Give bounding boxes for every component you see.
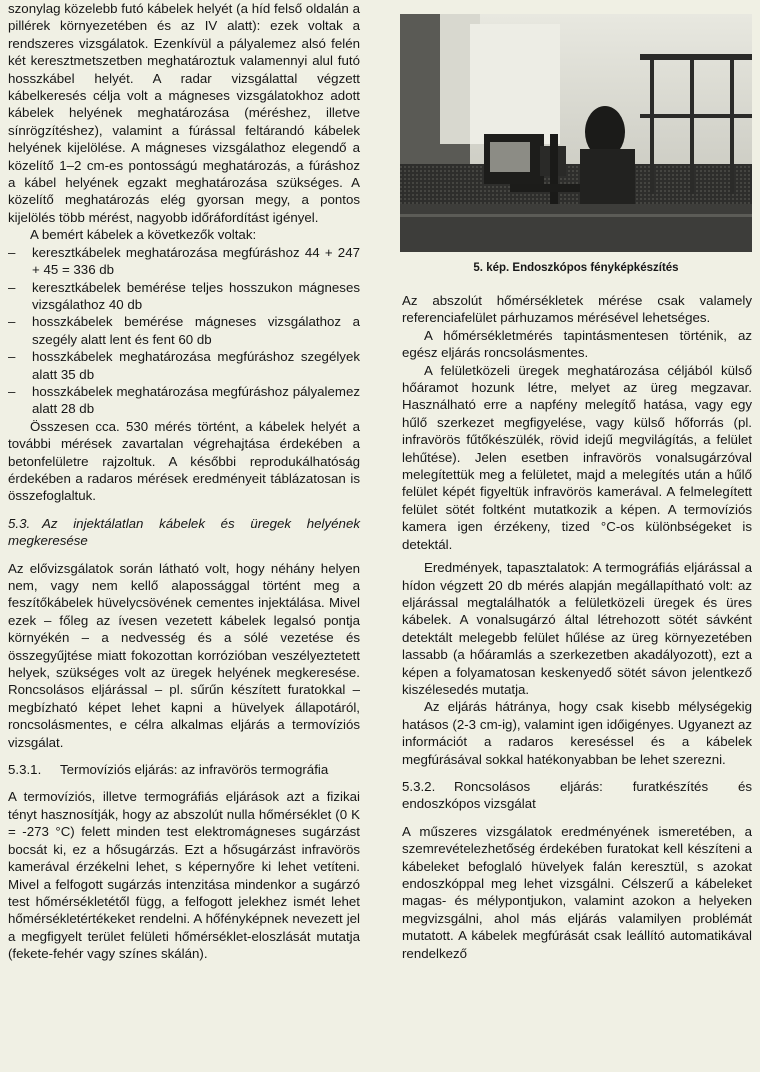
- paragraph: Az eljárás hátránya, hogy csak kisebb mélységekig hatásos (2-3 cm-ig), valamint igen időigényes. Ugyanezt az információt a radaros kereséssel és a kábelek megfúrásával sokkal hatékonyabban be lehet szerezni.: [402, 699, 752, 767]
- paragraph: A felületközeli üregek meghatározása céljából külső hőáramot hozunk létre, melyet az üreg megzavar. Használható erre a napfény melegítő hatása, vagy egy hűlő szerkezet megfigyelése, vagy külső hőforrás (pl. infravörös fűtőkészülék, rövid idejű megvilágítás, a felület lehűtése). Jelen esetben infravörös vonalsugárzóval melegítettük meg a felületet, majd a melegítés után a hűlő felület képét figyeltük infravörös kamerával. A felmelegített felület sötét foltként mutatkozik a képen. A termovíziós kamera igen érzékeny, tized °C-os különbségeket is detektál.: [402, 362, 752, 552]
- section-title: Roncsolásos eljárás: furatkészítés és endoszkópos vizsgálat: [402, 778, 752, 812]
- right-column: [402, 292, 752, 962]
- photo-image: [400, 14, 752, 252]
- section-number: 5.3.1.: [8, 762, 42, 778]
- list-dash: –: [8, 349, 16, 365]
- list-item: – hosszkábelek meghatározása megfúráshoz szegélyek alatt 35 db: [8, 349, 360, 382]
- cable-list: [8, 244, 360, 418]
- paragraph: A termovíziós, illetve termográfiás eljárások azt a fizikai tényt hasznosítják, hogy az abszolút nulla hőmérséklet (0 K = -273 °C) felett minden test elektromágneses sugárzást bocsát ki, ez a hősugárzás. Ezt a hősugárzást infravörös kamerával érzékelni lehet, s képernyőre ki lehet vetíteni. Mivel a felfogott sugárzás intenzitása mindenkor a sugárzó test hőmérsékletétől függ, a felfogott jelekhez ismét lehet hőmérsékletértékeket rendelni. A hőfényképnek nevezett jel a megfigyelt terület felületi hőmérséklet-eloszlását mutatja (fekete-fehér vagy színes skálán).: [8, 789, 360, 962]
- list-item: – keresztkábelek meghatározása megfúráshoz 44 + 247 + 45 = 336 db: [8, 244, 360, 278]
- section-title: Az injektálatlan kábelek és üregek helyének megkeresése: [8, 515, 360, 549]
- section-heading-5-3: [8, 515, 360, 550]
- list-dash: –: [8, 383, 16, 399]
- paragraph: A műszeres vizsgálatok eredményének ismeretében, a szemrevételezhetőség érdekében furatokat kell készíteni a kábeleket befoglaló hüvelyek falán keresztül, s azokat endoszkóppal meg lehet vizsgálni. Célszerű a kábeleket magas- és mélypontjukon, valamint azokon a helyeken megvizsgálni, ahol más eljárás valamilyen problémát mutatott. A kábelek megfúrását csak leállító automatikával rendelkező: [402, 823, 752, 961]
- section-number: 5.3.: [8, 515, 31, 531]
- list-dash: –: [8, 314, 16, 330]
- section-title: Termovíziós eljárás: az infravörös termográfia: [60, 762, 329, 778]
- list-item: – keresztkábelek bemérése teljes hosszukon mágneses vizsgálathoz 40 db: [8, 279, 360, 312]
- list-dash: –: [8, 244, 16, 260]
- list-dash: –: [8, 279, 16, 295]
- paragraph: Összesen cca. 530 mérés történt, a kábelek helyét a további mérések zavartalan végrehajtása érdekében a betonfelületre rajzoltuk. A későbbi reprodukálhatóság érdekében a radaros mérések eredményeit táblázatosan is összefoglaltuk.: [8, 418, 360, 504]
- list-item: – hosszkábelek meghatározása megfúráshoz pályalemez alatt 28 db: [8, 383, 360, 417]
- paragraph: Az elővizsgálatok során látható volt, hogy néhány helyen nem, vagy nem kellő alapossággal történt meg a feszítőkábelek hüvelycsövének cementes injektálása. Mivel ezek – főleg az ívesen vezetett kábelek legalsó pontja környékén – a nedvesség és a sólé vezetése és összegyűjtése miatt fokozottan korrózióban veszélyeztetett helyek, szükséges volt az üregek helyének megkeresése. Roncsolásos eljárással – pl. sűrűn készített furatokkal – megbízható képet lehet kapni a hüvelyek állapotáról, roncsolásmentes, e célra alkalmas eljárás a termovíziós vizsgálat.: [8, 560, 360, 750]
- paragraph: A bemért kábelek a következők voltak:: [30, 227, 257, 243]
- paragraph: szonylag közelebb futó kábelek helyét (a híd felső oldalán a pillérek környezetében és az IV alatt): ezek voltak a rendszeres vizsgálatok. Ezenkívül a pályalemez alsó felén két keresztmetszetben meghatároztuk valamennyi alul futó hosszkábel helyét. A radar vizsgálattal végzett kábelkeresés célja volt a mágneses vizsgálatokhoz adott kábelek helyének meghatározása (méréshez, illetve sínrögzítéshez), valamint a fúrással feltárandó kábelek helyének kijelölése. A mágneses vizsgálathoz elegendő a közelítő 1–2 cm-es pontosságú meghatározás, a fúráshoz a kábel helyének egzakt meghatározása szükséges. A közelítő meghatározás elég gyorsan megy, a pontos kijelölés több mérést, nagyobb időráfordítást igényel.: [8, 1, 360, 225]
- figure-caption: 5. kép. Endoszkópos fényképkészítés: [473, 262, 679, 274]
- endoscope-photo: [400, 14, 752, 252]
- section-heading-5-3-2: [402, 778, 752, 813]
- paragraph: Eredmények, tapasztalatok: A termográfiás eljárással a hídon végzett 20 db mérés alapján megállapítható volt: az eljárással megtalálhatók a felületközeli üregek és üres kábelek. A vonalsugárzó által létrehozott sötét sávként detektált melegebb felület hűlése az üreg környezetében lassabb (a hőáramlás a szerkezetben akadályozott), ezt a képen a folyamatosan keskenyedő sötét sávon jelentkező kiszélesedés mutatja.: [402, 560, 752, 697]
- paragraph: Az abszolút hőmérsékletek mérése csak valamely referenciafelület párhuzamos mérésével lehetséges.: [402, 293, 752, 326]
- paragraph: A hőmérsékletmérés tapintásmentesen történik, az egész eljárás roncsolásmentes.: [402, 327, 752, 361]
- section-number: 5.3.2.: [402, 778, 436, 794]
- left-column: [8, 0, 360, 963]
- list-item: – hosszkábelek bemérése mágneses vizsgálathoz a szegély alatt lent és fent 60 db: [8, 314, 360, 347]
- section-heading-5-3-1: [8, 761, 360, 778]
